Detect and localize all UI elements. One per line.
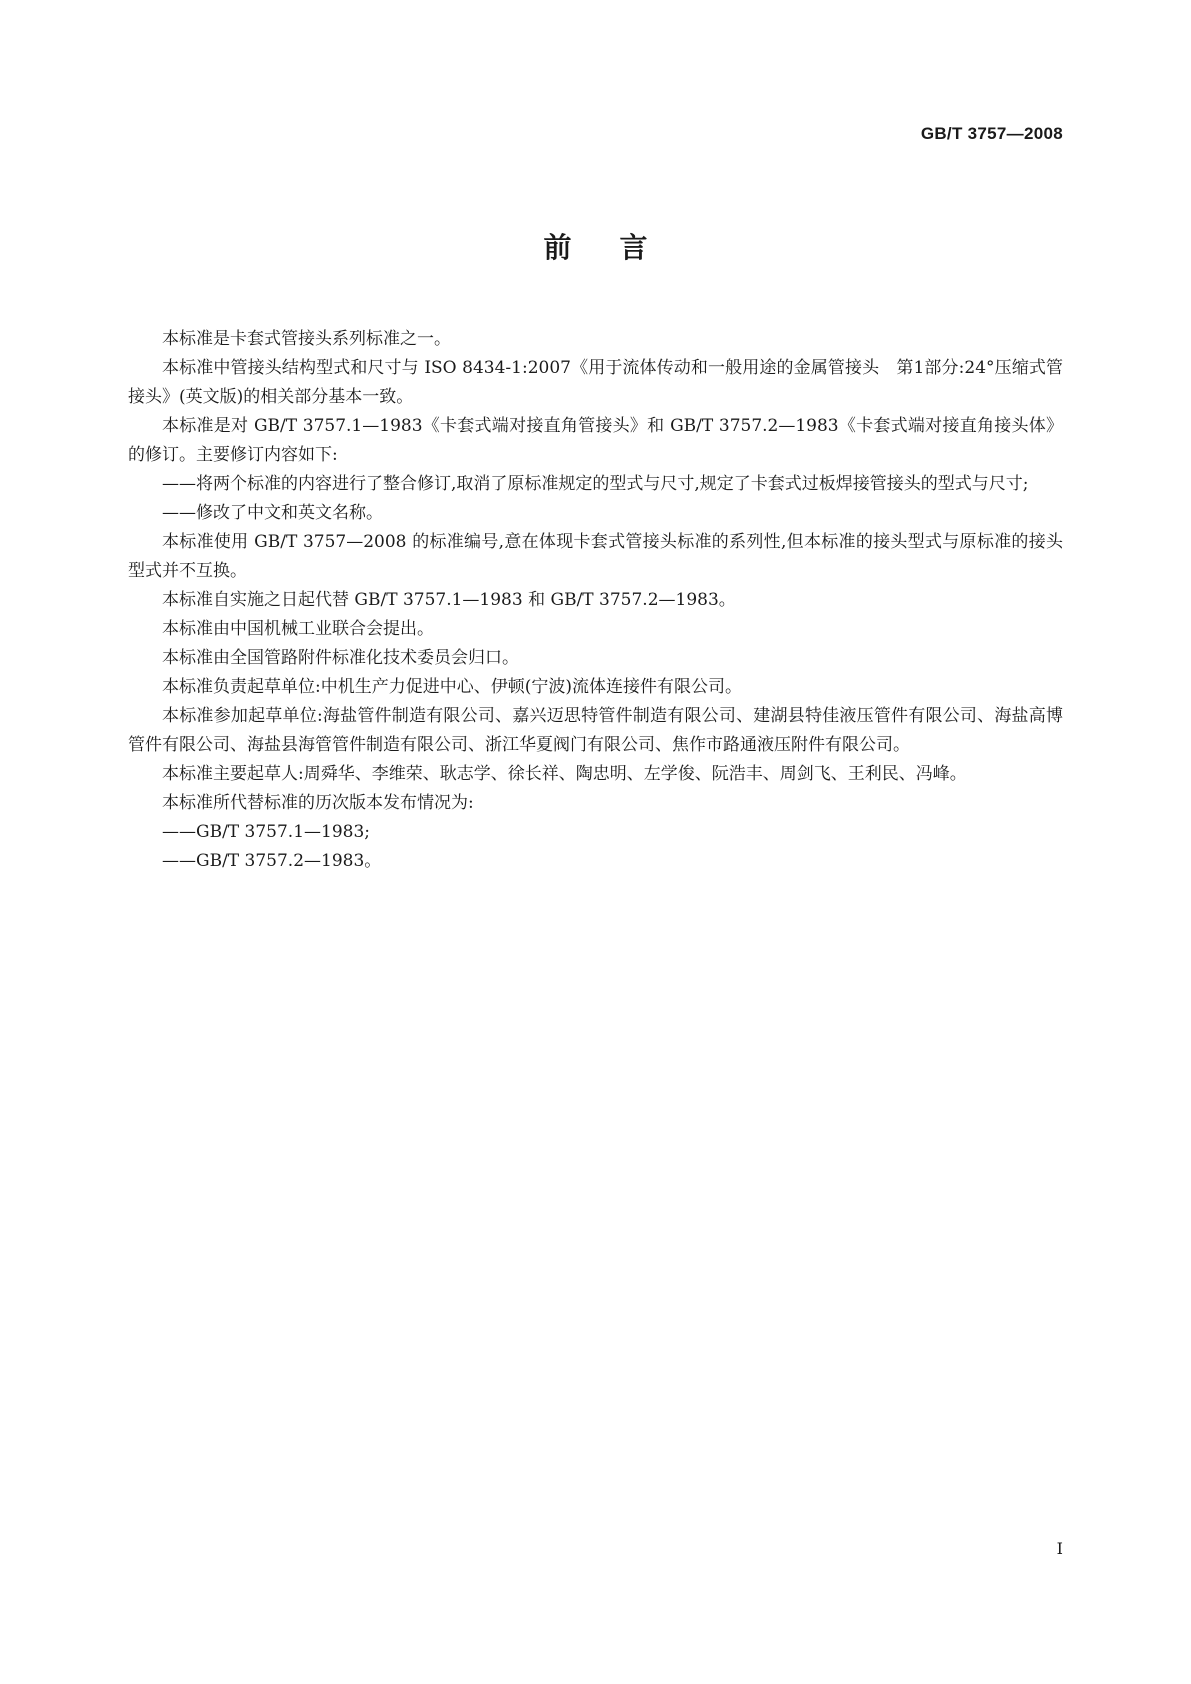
paragraph: 本标准参加起草单位:海盐管件制造有限公司、嘉兴迈思特管件制造有限公司、建湖县特佳液压管件有限公司、海盐高博管件有限公司、海盐县海管管件制造有限公司、浙江华夏阀门有限公司、焦作市路通液压附件有限公司。 bbox=[128, 706, 1063, 755]
paragraph: 本标准由中国机械工业联合会提出。 bbox=[162, 619, 434, 639]
paragraph: 本标准使用 GB/T 3757—2008 的标准编号,意在体现卡套式管接头标准的系列性,但本标准的接头型式与原标准的接头型式并不互换。 bbox=[128, 532, 1063, 581]
paragraph: 本标准负责起草单位:中机生产力促进中心、伊顿(宁波)流体连接件有限公司。 bbox=[162, 677, 742, 697]
paragraph: 本标准是对 GB/T 3757.1—1983《卡套式端对接直角管接头》和 GB/T 3757.2—1983《卡套式端对接直角接头体》的修订。主要修订内容如下: bbox=[128, 416, 1063, 465]
list-item: ——GB/T 3757.1—1983; bbox=[162, 822, 371, 842]
list-item: ——修改了中文和英文名称。 bbox=[162, 503, 383, 523]
list-item: ——GB/T 3757.2—1983。 bbox=[162, 851, 382, 871]
paragraph: 本标准中管接头结构型式和尺寸与 ISO 8434-1:2007《用于流体传动和一般用途的金属管接头 第1部分:24°压缩式管接头》(英文版)的相关部分基本一致。 bbox=[128, 358, 1063, 407]
paragraph: 本标准是卡套式管接头系列标准之一。 bbox=[162, 329, 451, 349]
page-number: I bbox=[1056, 1539, 1063, 1558]
paragraph: 本标准自实施之日起代替 GB/T 3757.1—1983 和 GB/T 3757.2—1983。 bbox=[162, 590, 736, 610]
page-title: 前言 bbox=[543, 231, 696, 264]
paragraph: 本标准主要起草人:周舜华、李维荣、耿志学、徐长祥、陶忠明、左学俊、阮浩丰、周剑飞、王利民、冯峰。 bbox=[162, 764, 967, 784]
preface-body bbox=[128, 325, 1063, 876]
list-item: ——将两个标准的内容进行了整合修订,取消了原标准规定的型式与尺寸,规定了卡套式过板焊接管接头的型式与尺寸; bbox=[162, 474, 1029, 494]
paragraph: 本标准由全国管路附件标准化技术委员会归口。 bbox=[162, 648, 519, 668]
paragraph: 本标准所代替标准的历次版本发布情况为: bbox=[162, 793, 474, 813]
standard-code: GB/T 3757—2008 bbox=[920, 124, 1063, 143]
